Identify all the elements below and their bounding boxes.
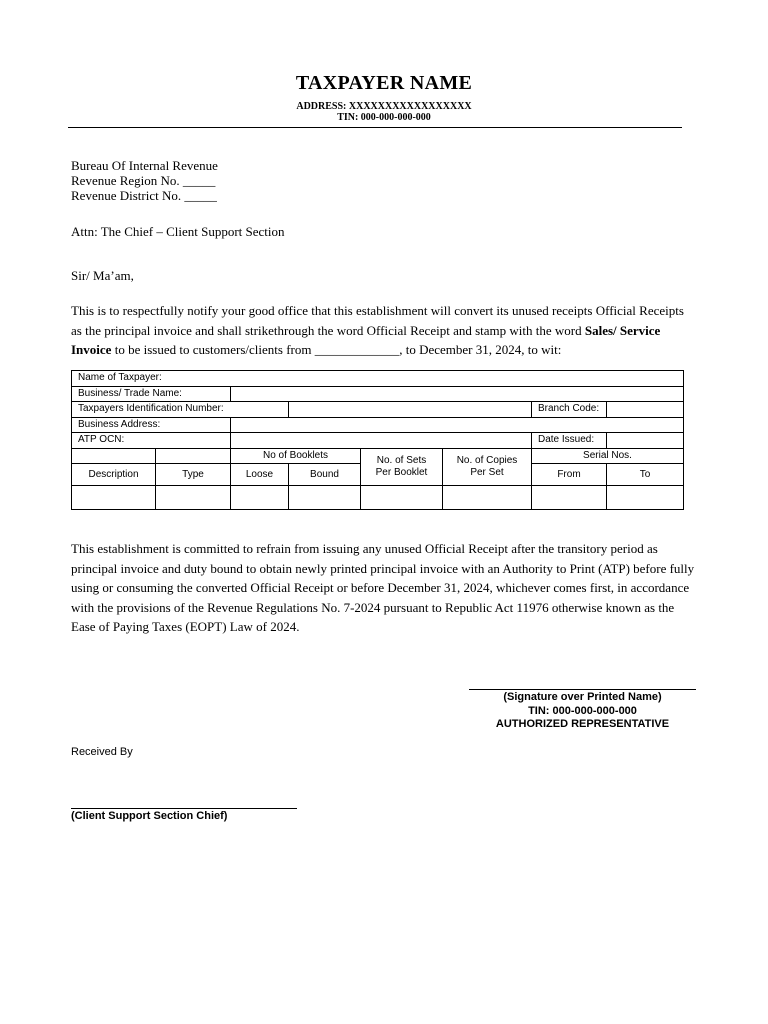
copies-per-set-cell[interactable] — [443, 486, 532, 510]
type-header: Type — [156, 464, 231, 486]
notification-paragraph — [71, 301, 696, 360]
receipt-details-table — [71, 370, 684, 510]
from-header: From — [532, 464, 607, 486]
notification-text-part1: This is to respectfully notify your good office that this establishment will convert its unused receipts Official Receipts as the principal invoice and shall strikethrough the word Official Receipt and stamp with the word — [71, 303, 684, 338]
salutation: Sir/ Ma’am, — [71, 268, 134, 283]
business-address-value[interactable] — [231, 417, 684, 433]
authorized-representative-label: AUTHORIZED REPRESENTATIVE — [495, 718, 670, 730]
serial-from-cell[interactable] — [532, 486, 607, 510]
received-by-label: Received By — [71, 746, 133, 758]
representative-tin: TIN: 000-000-000-000 — [528, 705, 637, 717]
notification-text-part2: to be issued to customers/clients from _____________, to December 31, 2024, to wit: — [111, 342, 562, 357]
no-of-copies-header — [443, 448, 532, 486]
tin-value[interactable] — [289, 402, 532, 418]
sales-service-invoice-bold: Sales/ Service Invoice — [71, 322, 661, 357]
no-of-copies-line2: Per Set — [470, 466, 504, 478]
commitment-paragraph: This establishment is committed to refrain from issuing any unused Official Receipt after the transitory period as principal invoice and duty bound to obtain newly printed principal invoice with an Authority to Print (ATP) before fully using or consuming the converted Official Receipt or before December 31, 2024, whichever comes first, in accordance with the provisions of the Revenue Regulations No. 7-2024 pursuant to Republic Act 11976 otherwise known as the Ease of Paying Taxes (EOPT) Law of 2024. — [71, 541, 695, 634]
chief-signature-line — [71, 808, 297, 809]
to-header: To — [607, 464, 684, 486]
bound-cell[interactable] — [289, 486, 361, 510]
blank-header-cell — [156, 448, 231, 464]
description-header: Description — [72, 464, 156, 486]
no-of-sets-line2: Per Booklet — [375, 466, 428, 478]
atp-ocn-label: ATP OCN: — [72, 433, 231, 449]
serial-to-cell[interactable] — [607, 486, 684, 510]
no-of-booklets-header: No of Booklets — [231, 448, 361, 464]
business-trade-name-label: Business/ Trade Name: — [72, 386, 231, 402]
header-divider — [68, 127, 682, 128]
business-address-label: Business Address: — [72, 417, 231, 433]
taxpayer-address: ADDRESS: XXXXXXXXXXXXXXXXX — [296, 101, 472, 112]
bound-header: Bound — [289, 464, 361, 486]
business-trade-name-value[interactable] — [231, 386, 684, 402]
name-of-taxpayer-label: Name of Taxpayer: — [72, 371, 684, 387]
recipient-district: Revenue District No. _____ — [71, 188, 217, 203]
taxpayer-tin: TIN: 000-000-000-000 — [337, 112, 431, 123]
sets-per-booklet-cell[interactable] — [361, 486, 443, 510]
branch-code-value[interactable] — [607, 402, 684, 418]
recipient-bureau: Bureau Of Internal Revenue — [71, 158, 218, 173]
date-issued-label: Date Issued: — [532, 433, 607, 449]
serial-nos-header: Serial Nos. — [532, 448, 684, 464]
recipient-region: Revenue Region No. _____ — [71, 173, 216, 188]
loose-header: Loose — [231, 464, 289, 486]
signature-line — [469, 689, 696, 690]
no-of-sets-header — [361, 448, 443, 486]
attention-line: Attn: The Chief – Client Support Section — [71, 224, 285, 239]
no-of-sets-line1: No. of Sets — [376, 454, 427, 466]
taxpayer-name-title: TAXPAYER NAME — [295, 72, 473, 94]
no-of-copies-line1: No. of Copies — [456, 454, 518, 466]
blank-header-cell — [72, 448, 156, 464]
description-cell[interactable] — [72, 486, 156, 510]
atp-ocn-value[interactable] — [231, 433, 532, 449]
signature-caption: (Signature over Printed Name) — [503, 691, 662, 703]
loose-cell[interactable] — [231, 486, 289, 510]
date-issued-value[interactable] — [607, 433, 684, 449]
branch-code-label: Branch Code: — [532, 402, 607, 418]
tin-label: Taxpayers Identification Number: — [72, 402, 289, 418]
type-cell[interactable] — [156, 486, 231, 510]
client-support-chief-label: (Client Support Section Chief) — [71, 810, 228, 822]
